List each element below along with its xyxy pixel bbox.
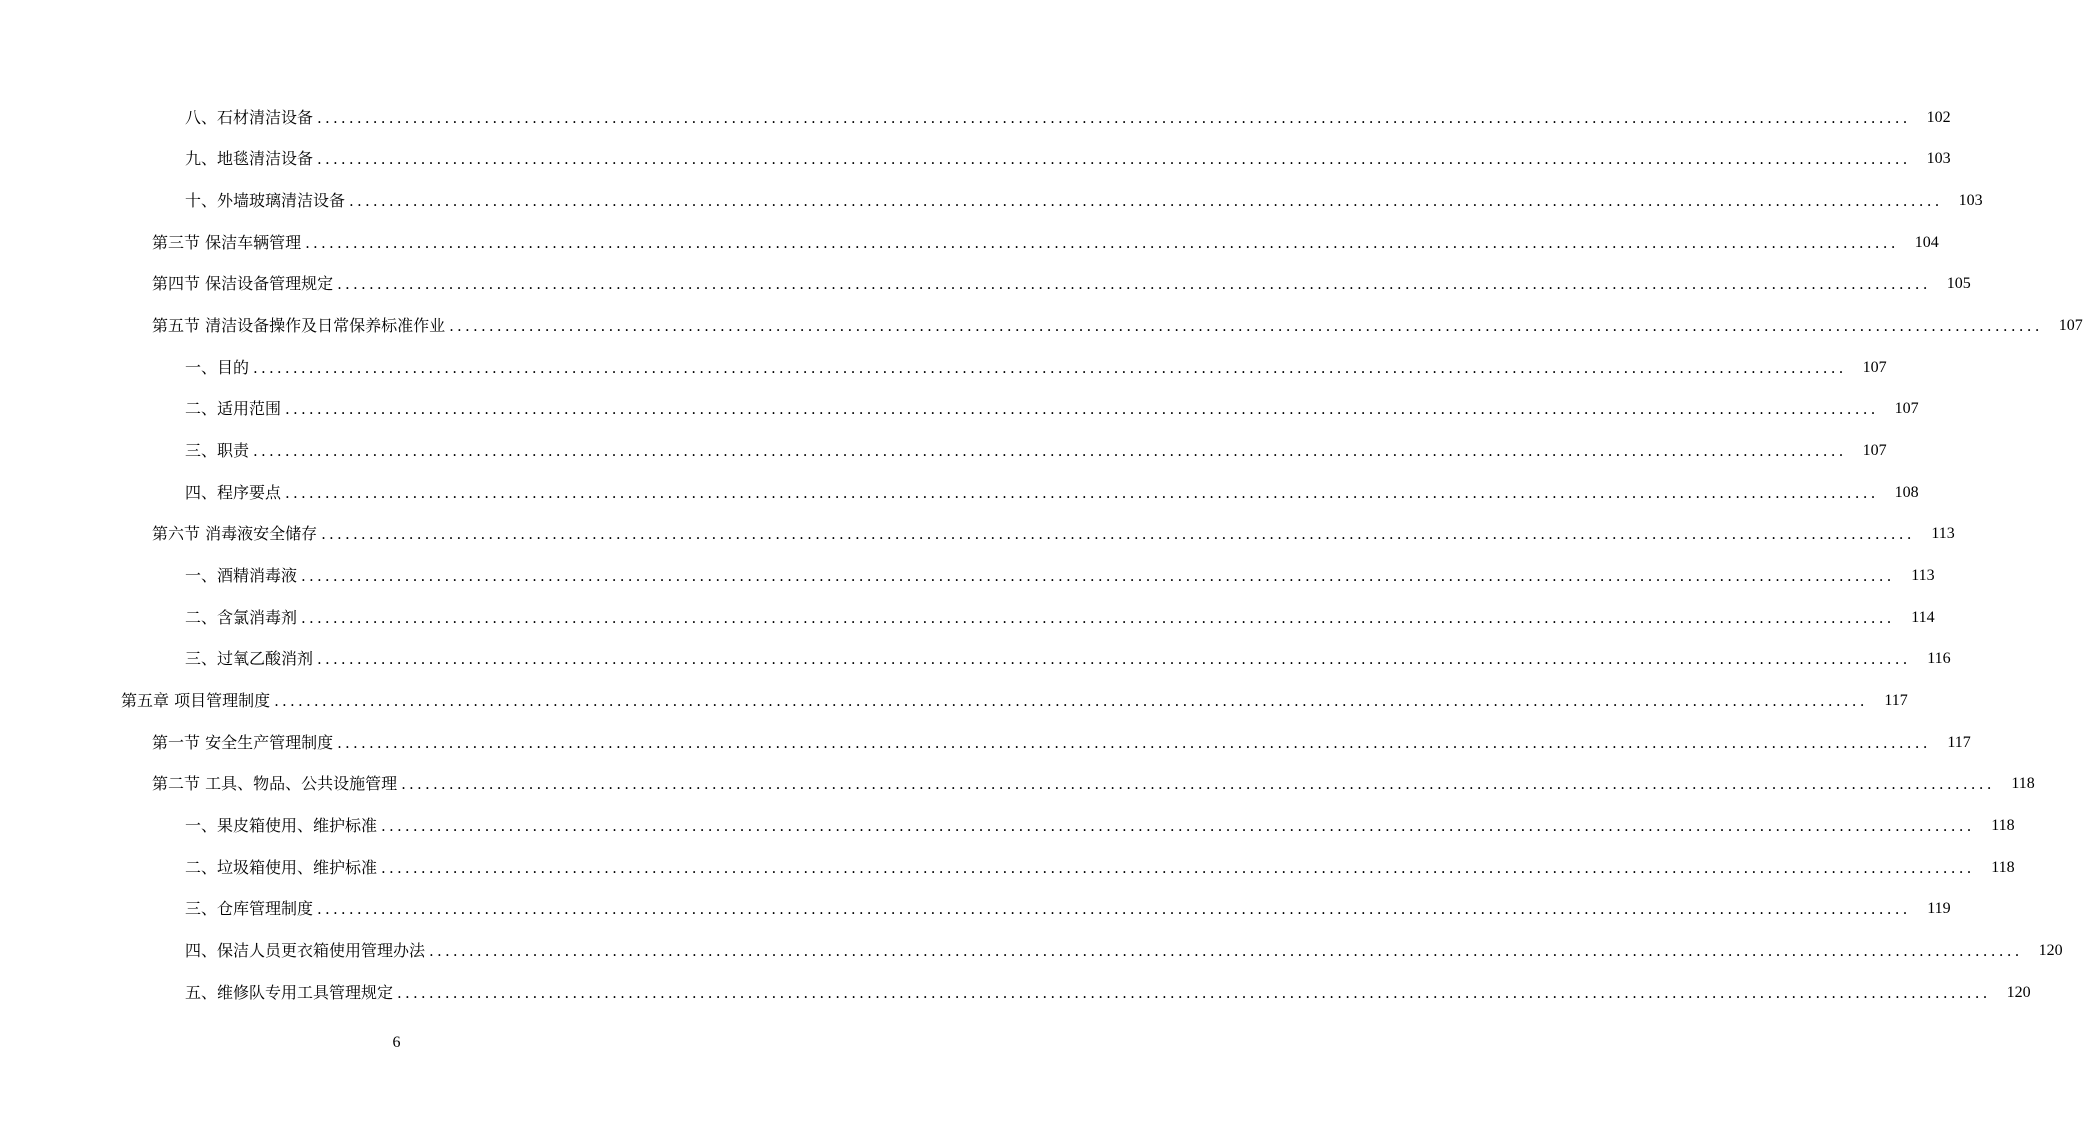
toc-entry[interactable]: [0, 555, 1935, 597]
toc-entry[interactable]: [0, 139, 1951, 181]
toc-leader-dots: ........................................................................................................................................................................................................: [397, 983, 1991, 1002]
toc-leader-dots: ........................................................................................................................................................................................................: [253, 442, 1847, 461]
toc-entry[interactable]: [0, 847, 2015, 889]
toc-entry-page: 118: [2011, 775, 2035, 793]
toc-entry-page: 103: [1926, 150, 1951, 168]
toc-leader-dots: ........................................................................................................................................................................................................: [301, 608, 1895, 627]
toc-entry-page: 120: [2006, 983, 2031, 1001]
toc-entry[interactable]: [0, 888, 1951, 930]
toc-entry-page: 102: [1926, 108, 1951, 126]
toc-entry-page: 105: [1946, 275, 1971, 293]
toc-entry-title: 第四节 保洁设备管理规定: [152, 274, 334, 294]
toc-entry-title: 第三节 保洁车辆管理: [152, 232, 302, 252]
toc-entry-title: 一、酒精消毒液: [185, 566, 298, 586]
toc-entry-title: 二、垃圾箱使用、维护标准: [185, 857, 378, 877]
toc-entry-page: 113: [1911, 567, 1935, 585]
toc-entry-title: 第六节 消毒液安全储存: [152, 524, 318, 544]
toc-leader-dots: ........................................................................................................................................................................................................: [449, 317, 2043, 336]
toc-leader-dots: ........................................................................................................................................................................................................: [401, 775, 1995, 794]
toc-leader-dots: ........................................................................................................................................................................................................: [317, 900, 1911, 919]
toc-entry-title: 第一节 安全生产管理制度: [152, 732, 334, 752]
toc-entry-title: 五、维修队专用工具管理规定: [185, 982, 394, 1002]
toc-leader-dots: ........................................................................................................................................................................................................: [337, 275, 1931, 294]
toc-leader-dots: ........................................................................................................................................................................................................: [285, 400, 1879, 419]
toc-leader-dots: ........................................................................................................................................................................................................: [381, 858, 1975, 877]
toc-entry-title: 三、过氧乙酸消剂: [185, 649, 314, 669]
toc-entry-title: 第五节 清洁设备操作及日常保养标准作业: [152, 316, 446, 336]
toc-leader-dots: ........................................................................................................................................................................................................: [274, 692, 1868, 711]
toc-leader-dots: ........................................................................................................................................................................................................: [317, 150, 1911, 169]
table-of-contents: [0, 97, 2083, 1013]
toc-entry-title: 第五章 项目管理制度: [121, 691, 271, 711]
toc-entry-page: 118: [1991, 816, 2015, 834]
toc-leader-dots: ........................................................................................................................................................................................................: [317, 108, 1911, 127]
toc-leader-dots: ........................................................................................................................................................................................................: [285, 483, 1879, 502]
toc-entry-page: 113: [1931, 525, 1955, 543]
toc-entry-title: 四、保洁人员更衣箱使用管理办法: [185, 940, 426, 960]
toc-leader-dots: ........................................................................................................................................................................................................: [253, 358, 1847, 377]
toc-entry[interactable]: [0, 389, 1919, 431]
page-number: 6: [392, 1034, 401, 1051]
toc-entry-page: 114: [1911, 608, 1935, 626]
toc-entry-page: 117: [1884, 692, 1908, 710]
toc-entry-page: 108: [1894, 483, 1919, 501]
toc-entry[interactable]: [0, 639, 1951, 681]
toc-entry-title: 一、果皮箱使用、维护标准: [185, 815, 378, 835]
toc-entry-page: 107: [2058, 317, 2083, 335]
toc-entry-page: 118: [1991, 858, 2015, 876]
toc-entry-page: 120: [2038, 941, 2063, 959]
toc-leader-dots: ........................................................................................................................................................................................................: [381, 816, 1975, 835]
toc-leader-dots: ........................................................................................................................................................................................................: [321, 525, 1915, 544]
toc-entry[interactable]: [0, 972, 2031, 1014]
toc-entry[interactable]: [0, 305, 2083, 347]
toc-entry[interactable]: [0, 805, 2015, 847]
toc-entry[interactable]: [0, 597, 1935, 639]
toc-entry-title: 第二节 工具、物品、公共设施管理: [152, 774, 398, 794]
toc-entry[interactable]: [0, 347, 1887, 389]
toc-entry-title: 一、目的: [185, 357, 250, 377]
toc-entry-title: 三、仓库管理制度: [185, 899, 314, 919]
toc-entry-page: 107: [1862, 442, 1887, 460]
toc-leader-dots: ........................................................................................................................................................................................................: [337, 733, 1931, 752]
toc-entry[interactable]: [0, 514, 1955, 556]
toc-entry-page: 107: [1862, 358, 1887, 376]
toc-entry-title: 二、适用范围: [185, 399, 282, 419]
toc-entry[interactable]: [0, 930, 2063, 972]
toc-entry-title: 十、外墙玻璃清洁设备: [185, 191, 346, 211]
toc-entry-page: 104: [1914, 233, 1939, 251]
toc-entry-page: 117: [1947, 733, 1971, 751]
toc-entry[interactable]: [0, 264, 1971, 306]
toc-leader-dots: ........................................................................................................................................................................................................: [349, 192, 1943, 211]
toc-entry-page: 119: [1927, 900, 1951, 918]
toc-leader-dots: ........................................................................................................................................................................................................: [305, 233, 1899, 252]
toc-entry-title: 九、地毯清洁设备: [185, 149, 314, 169]
toc-entry-page: 107: [1894, 400, 1919, 418]
toc-entry[interactable]: [0, 764, 2035, 806]
toc-entry-page: 116: [1927, 650, 1951, 668]
toc-entry-title: 三、职责: [185, 441, 250, 461]
toc-leader-dots: ........................................................................................................................................................................................................: [317, 650, 1911, 669]
toc-entry-title: 八、石材清洁设备: [185, 107, 314, 127]
toc-entry[interactable]: [0, 180, 1983, 222]
toc-entry[interactable]: [0, 472, 1919, 514]
toc-entry[interactable]: [0, 222, 1939, 264]
toc-leader-dots: ........................................................................................................................................................................................................: [301, 567, 1895, 586]
toc-entry[interactable]: [0, 680, 1908, 722]
toc-entry[interactable]: [0, 722, 1971, 764]
toc-leader-dots: ........................................................................................................................................................................................................: [429, 941, 2023, 960]
toc-entry-title: 二、含氯消毒剂: [185, 607, 298, 627]
toc-entry[interactable]: [0, 97, 1951, 139]
toc-entry-title: 四、程序要点: [185, 482, 282, 502]
toc-entry-page: 103: [1958, 192, 1983, 210]
toc-entry[interactable]: [0, 430, 1887, 472]
